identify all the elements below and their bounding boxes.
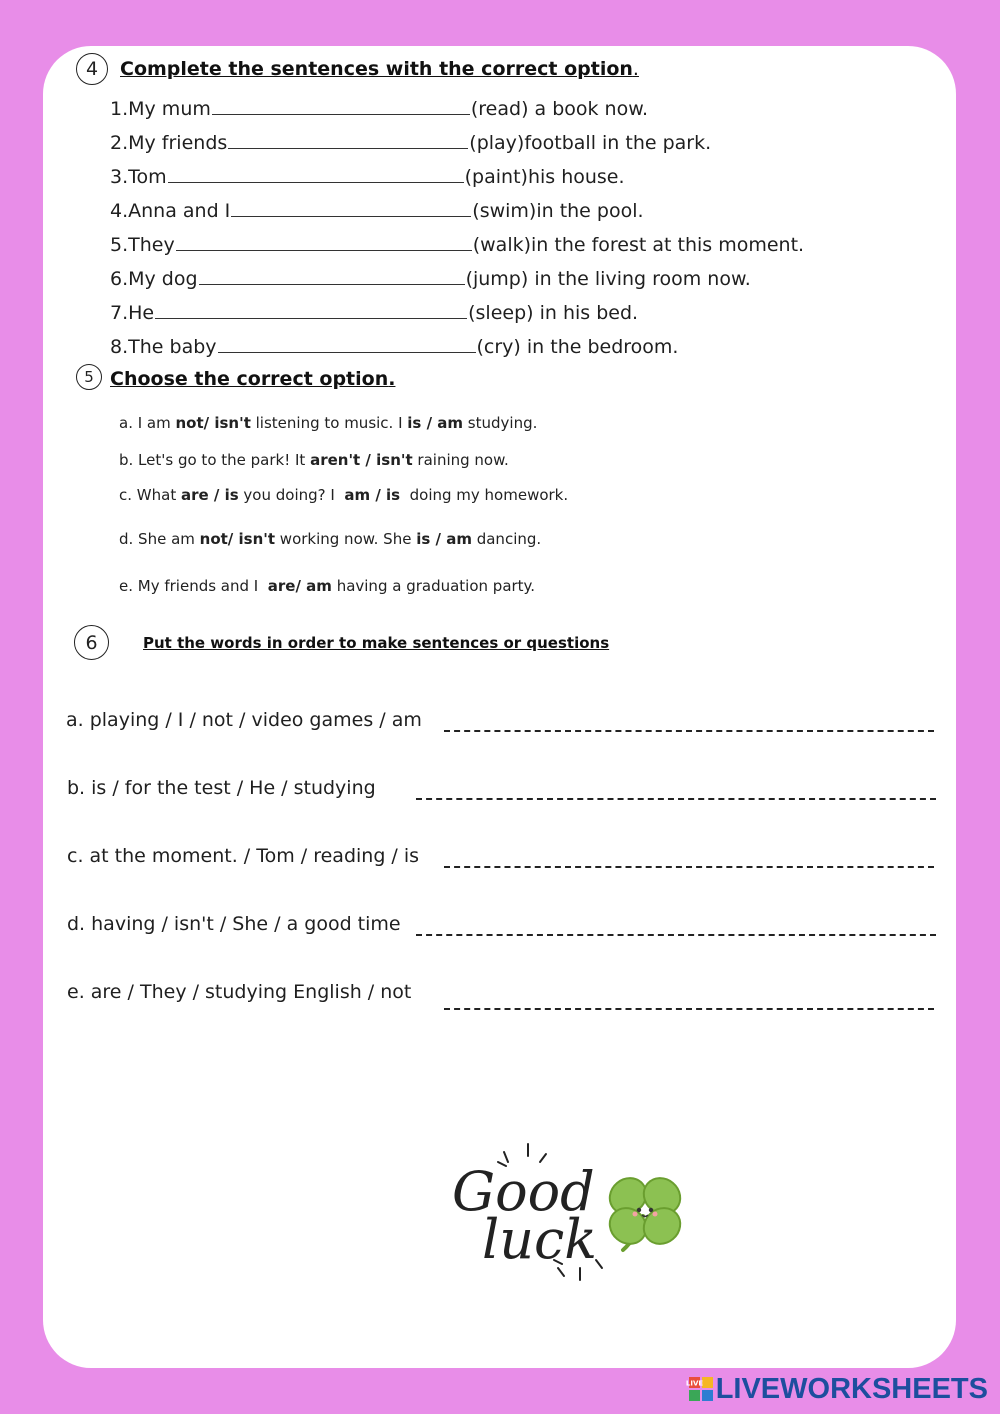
option-choice[interactable]: not/ isn't (199, 530, 276, 548)
option-choice[interactable]: aren't / isn't (310, 451, 413, 469)
exercise-6-prompt-a: a. playing / I / not / video games / am (66, 709, 422, 731)
exercise-5-item-d: d. She am not/ isn't working now. She is / am dancing. (119, 530, 542, 548)
exercise-4-item-7: 7.He (sleep) in his bed. (110, 302, 639, 324)
good-luck-decoration (440, 1140, 700, 1290)
exercise-5-item-a: a. I am not/ isn't listening to music. I is / am studying. (119, 414, 538, 432)
answer-blank[interactable] (168, 167, 464, 183)
liveworksheets-logo-icon (685, 1377, 713, 1401)
luck-text: luck (482, 1208, 598, 1271)
exercise-6-prompt-e: e. are / They / studying English / not (67, 981, 412, 1003)
option-choice[interactable]: are/ am (267, 577, 332, 595)
option-choice[interactable]: am / is (344, 486, 401, 504)
section-4-title: Complete the sentences with the correct option. (120, 58, 639, 80)
option-choice[interactable]: are / is (180, 486, 239, 504)
exercise-6-prompt-d: d. having / isn't / She / a good time (67, 913, 401, 935)
answer-blank[interactable] (212, 99, 470, 115)
exercise-5-item-c: c. What are / is you doing? I am / is doing my homework. (119, 486, 569, 504)
exercise-6-prompt-b: b. is / for the test / He / studying (67, 777, 376, 799)
answer-blank[interactable] (155, 303, 467, 319)
answer-blank[interactable] (176, 235, 472, 251)
exercise-4-item-5: 5.They (walk)in the forest at this moment. (110, 234, 805, 256)
exercise-4-item-2: 2.My friends (play)football in the park. (110, 132, 712, 154)
good-luck-art (440, 1140, 700, 1290)
option-choice[interactable]: is / am (407, 414, 464, 432)
exercise-5-item-e: e. My friends and I are/ am having a graduation party. (119, 577, 536, 595)
exercise-6-answer-c[interactable] (444, 866, 934, 868)
liveworksheets-brand[interactable] (685, 1372, 988, 1405)
exercise-6-prompt-c: c. at the moment. / Tom / reading / is (67, 845, 420, 867)
exercise-6-answer-b[interactable] (416, 798, 936, 800)
exercise-6-answer-d[interactable] (416, 934, 936, 936)
exercise-5-item-b: b. Let's go to the park! It aren't / isn't raining now. (119, 451, 509, 469)
exercise-4-item-1: 1.My mum (read) a book now. (110, 98, 649, 120)
option-choice[interactable]: is / am (416, 530, 472, 548)
section-5-number: 5 (76, 364, 102, 390)
answer-blank[interactable] (199, 269, 465, 285)
answer-blank[interactable] (231, 201, 471, 217)
section-4-number: 4 (76, 53, 108, 85)
good-text: Good (452, 1160, 595, 1223)
option-choice[interactable]: not/ isn't (175, 414, 251, 432)
answer-blank[interactable] (218, 337, 476, 353)
exercise-6-answer-e[interactable] (444, 1008, 934, 1010)
answer-blank[interactable] (228, 133, 468, 149)
brand-name: LIVEWORKSHEETS (715, 1372, 988, 1405)
exercise-4-item-8: 8.The baby (cry) in the bedroom. (110, 336, 679, 358)
exercise-4-item-3: 3.Tom (paint)his house. (110, 166, 625, 188)
exercise-6-answer-a[interactable] (444, 730, 934, 732)
four-leaf-clover-icon (603, 1171, 688, 1251)
section-6-number: 6 (74, 625, 109, 660)
section-5-title: Choose the correct option. (110, 368, 396, 390)
svg-text:LIVE: LIVE (685, 1379, 703, 1388)
section-6-title: Put the words in order to make sentences or questions (143, 634, 610, 652)
exercise-4-item-6: 6.My dog (jump) in the living room now. (110, 268, 751, 290)
exercise-4-item-4: 4.Anna and I (swim)in the pool. (110, 200, 644, 222)
